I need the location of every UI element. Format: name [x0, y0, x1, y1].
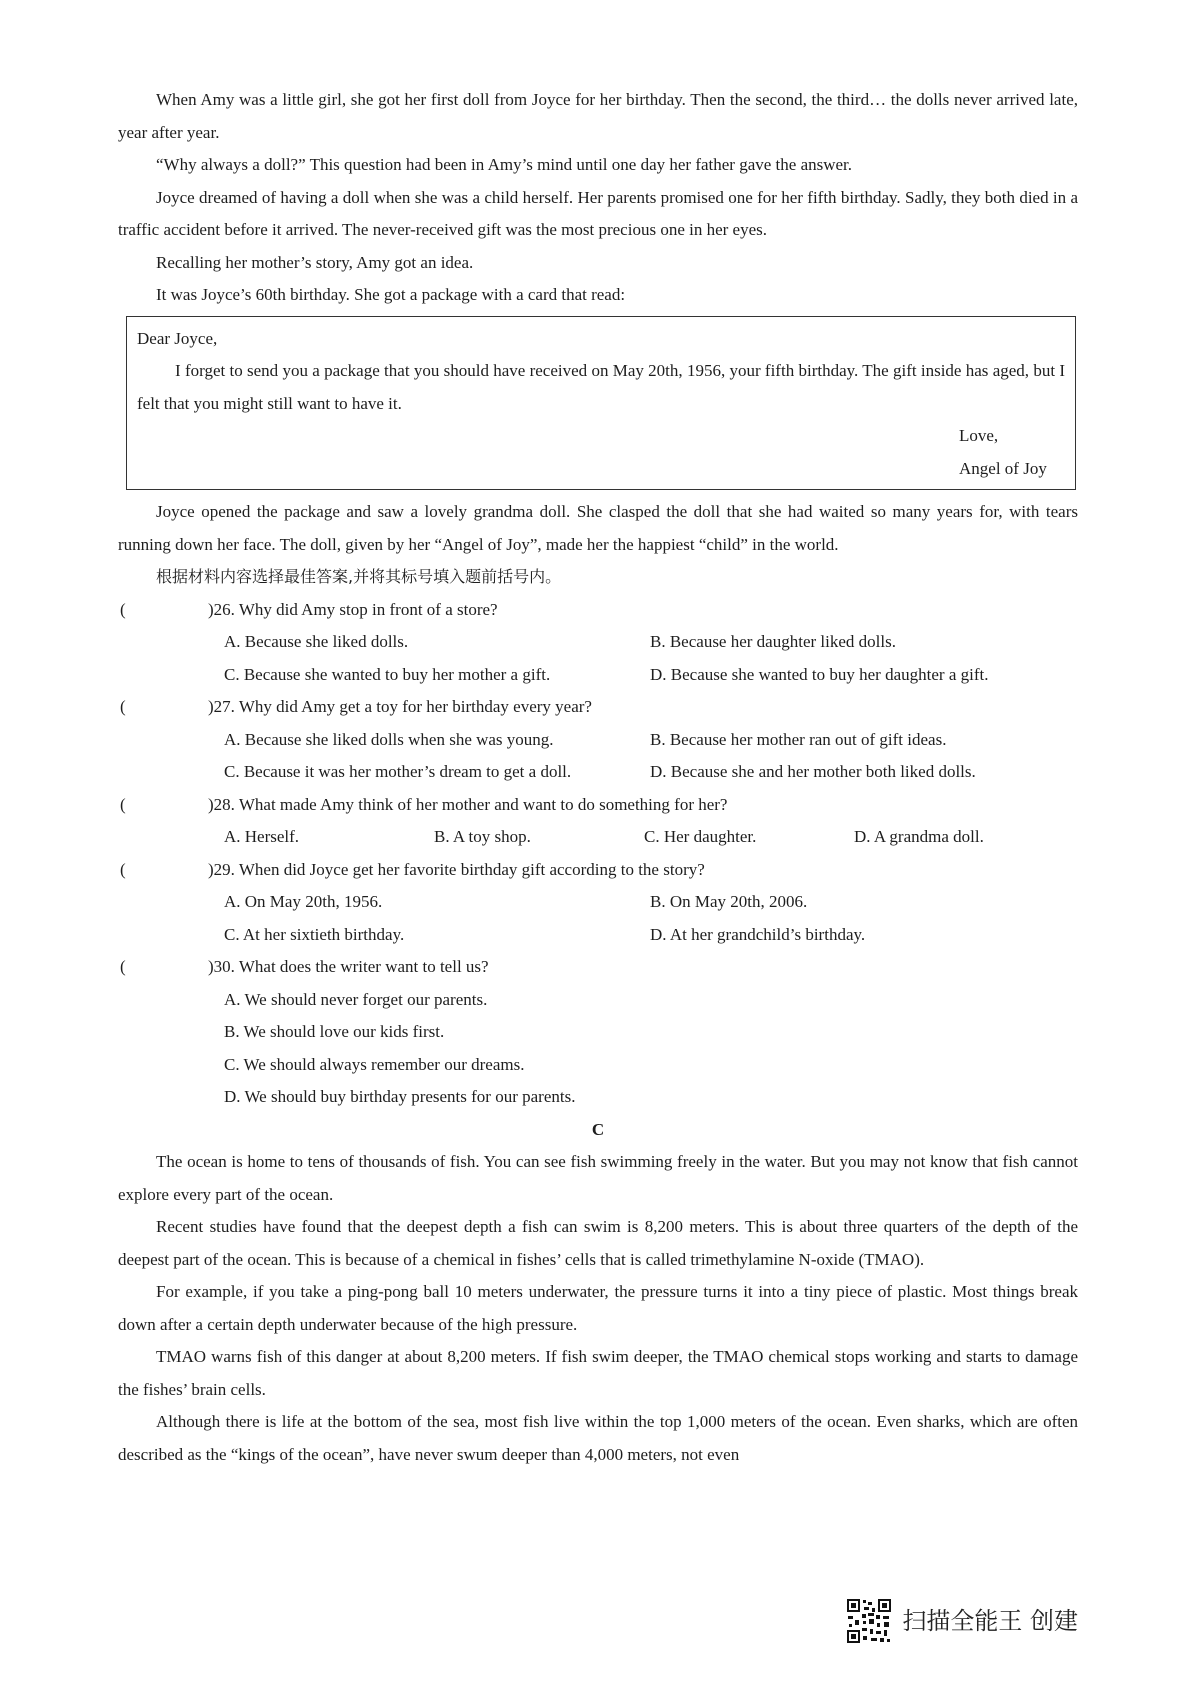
section-heading: C [591, 1119, 605, 1139]
watermark-text: 扫描全能王 创建 [902, 1606, 1078, 1635]
option: A. Herself. [224, 827, 300, 846]
options-row [224, 1016, 1078, 1049]
option: D. Because she and her mother both liked dolls. [650, 762, 976, 781]
option: B. A toy shop. [434, 827, 531, 846]
letter-greeting: Dear Joyce, [137, 328, 218, 348]
option: C. At her sixtieth birthday. [224, 924, 405, 944]
passage-paragraph: The ocean is home to tens of thousands of fish. You can see fish swimming freely in the water. But you may not know that fish cannot explore every part of the ocean. [118, 1152, 1078, 1204]
passage-paragraph: “Why always a doll?” This question had been in Amy’s mind until one day her father gave the answer. [156, 155, 853, 174]
options-row [224, 984, 1078, 1017]
question-26 [118, 594, 1078, 627]
option: C. Because she wanted to buy her mother a gift. [224, 664, 551, 684]
answer-blank[interactable]: ( [120, 859, 126, 879]
option: A. We should never forget our parents. [224, 989, 488, 1009]
question-30 [118, 951, 1078, 984]
letter-closing: Love, [959, 426, 999, 445]
options-row [224, 886, 1078, 919]
option: B. Because her mother ran out of gift ideas. [650, 729, 947, 749]
question-instruction: 根据材料内容选择最佳答案,并将其标号填入题前括号内。 [156, 567, 562, 586]
option: C. We should always remember our dreams. [224, 1054, 525, 1074]
option: B. On May 20th, 2006. [650, 892, 808, 911]
passage-paragraph: Although there is life at the bottom of the sea, most fish live within the top 1,000 meters of the ocean. Even sharks, which are often described as the “kings of the ocean”, have never swum deeper than 4,000 meters, not even [118, 1412, 1078, 1464]
answer-blank[interactable]: ( [120, 697, 126, 716]
passage-paragraph: For example, if you take a ping-pong ball 10 meters underwater, the pressure turns it into a tiny piece of plastic. Most things break down after a certain depth underwater because of the high pressure. [118, 1282, 1078, 1334]
passage-paragraph: Recent studies have found that the deepest depth a fish can swim is 8,200 meters. This is about three quarters of the depth of the deepest part of the ocean. This is because of a chemical in fishes’ cells that is called trimethylamine N-oxide (TMAO). [118, 1217, 1078, 1269]
options-row [224, 626, 1078, 659]
option: A. On May 20th, 1956. [224, 892, 383, 911]
question-stem: )28. What made Amy think of her mother and want to do something for her? [208, 794, 728, 814]
letter-body: I forget to send you a package that you should have received on May 20th, 1956, your fifth birthday. The gift inside has aged, but I felt that you might still want to have it. [137, 361, 1065, 413]
passage-paragraph: TMAO warns fish of this danger at about 8,200 meters. If fish swim deeper, the TMAO chemical stops working and starts to damage the fishes’ brain cells. [118, 1347, 1078, 1399]
document-page [118, 84, 1078, 1471]
option: C. Because it was her mother’s dream to get a doll. [224, 762, 572, 781]
passage-paragraph: Joyce opened the package and saw a lovely grandma doll. She clasped the doll that she had waited so many years for, with tears running down her face. The doll, given by her “Angel of Joy”, made her the happiest “child” in the world. [118, 502, 1078, 554]
question-28 [118, 789, 1078, 822]
birthday-card-letter [126, 316, 1076, 491]
qr-code-icon [846, 1598, 892, 1644]
answer-blank[interactable]: ( [120, 957, 126, 976]
option: D. At her grandchild’s birthday. [650, 924, 866, 944]
option: A. Because she liked dolls when she was young. [224, 729, 554, 749]
passage-paragraph: It was Joyce’s 60th birthday. She got a package with a card that read: [156, 285, 626, 304]
question-27 [118, 691, 1078, 724]
options-row [224, 756, 1078, 789]
option: D. A grandma doll. [854, 827, 984, 846]
question-stem: )26. Why did Amy stop in front of a store? [208, 599, 498, 619]
options-row [224, 919, 1078, 952]
scanner-watermark [846, 1598, 1078, 1644]
option: A. Because she liked dolls. [224, 632, 409, 651]
answer-blank[interactable]: ( [120, 599, 126, 619]
question-stem: )27. Why did Amy get a toy for her birthday every year? [208, 697, 592, 716]
options-row [224, 821, 1078, 854]
answer-blank[interactable]: ( [120, 794, 126, 814]
option: D. Because she wanted to buy her daughter a gift. [650, 664, 989, 684]
options-row [224, 724, 1078, 757]
passage-paragraph: When Amy was a little girl, she got her first doll from Joyce for her birthday. Then the second, the third… the dolls never arrived late, year after year. [118, 90, 1078, 142]
question-stem: )30. What does the writer want to tell us? [208, 957, 489, 976]
options-row [224, 1049, 1078, 1082]
option: B. Because her daughter liked dolls. [650, 632, 896, 651]
passage-paragraph: Joyce dreamed of having a doll when she was a child herself. Her parents promised one for her fifth birthday. Sadly, they both died in a traffic accident before it arrived. The never-received gift was the most precious one in her eyes. [118, 187, 1078, 239]
question-29 [118, 854, 1078, 887]
question-stem: )29. When did Joyce get her favorite birthday gift according to the story? [208, 859, 705, 879]
option: B. We should love our kids first. [224, 1022, 445, 1041]
options-row [224, 659, 1078, 692]
option: C. Her daughter. [644, 827, 757, 846]
options-row [224, 1081, 1078, 1114]
passage-paragraph: Recalling her mother’s story, Amy got an idea. [156, 252, 474, 272]
option: D. We should buy birthday presents for our parents. [224, 1087, 576, 1106]
letter-signature: Angel of Joy [959, 458, 1047, 478]
